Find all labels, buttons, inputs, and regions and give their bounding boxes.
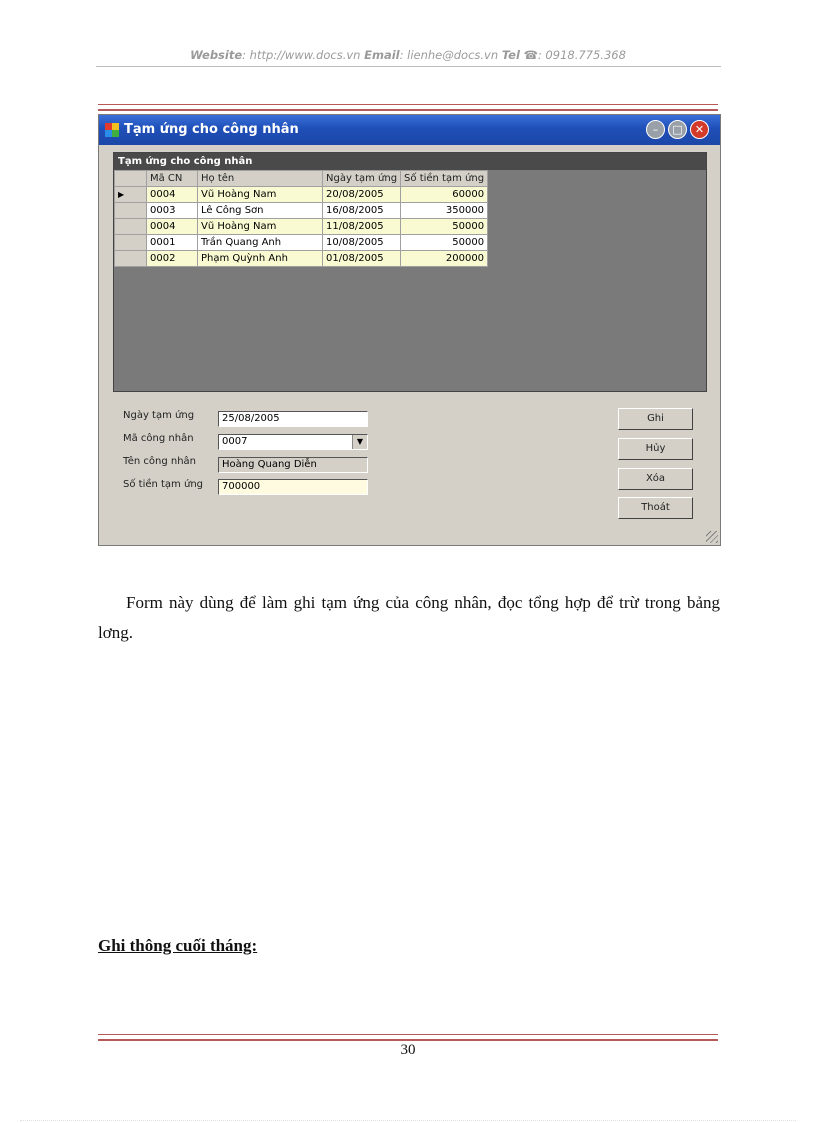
ma-label: Mã công nhân (123, 433, 194, 444)
cell-ho-ten[interactable]: Phạm Quỳnh Anh (198, 251, 323, 267)
paragraph-text: Form này dùng để làm ghi tạm ứng của công nhân, đọc tổng hợp để trừ trong bảng lơng. (98, 593, 720, 642)
ma-combobox[interactable] (218, 434, 368, 450)
thoat-button[interactable]: Thoát (618, 497, 693, 519)
current-row-icon: ▶ (115, 187, 147, 203)
window-titlebar[interactable] (99, 115, 720, 145)
xoa-button[interactable]: Xóa (618, 468, 693, 490)
chevron-down-icon[interactable]: ▼ (352, 435, 367, 449)
resize-grip-icon[interactable] (706, 531, 718, 543)
sotien-input[interactable]: 700000 (218, 479, 368, 495)
header-divider (96, 66, 721, 67)
body-paragraph (98, 588, 720, 648)
phone-icon: ☎ (519, 48, 538, 62)
section-heading: Ghi thông cuối tháng: (98, 936, 258, 955)
table-row[interactable] (115, 251, 488, 267)
ma-value: 0007 (222, 436, 248, 447)
row-selector (115, 251, 147, 267)
cell-ho-ten[interactable]: Lê Công Sơn (198, 203, 323, 219)
grid-caption: Tạm ứng cho công nhân (114, 153, 706, 170)
table-row[interactable] (115, 219, 488, 235)
maximize-icon[interactable]: □ (668, 120, 687, 139)
col-ma-cn[interactable]: Mã CN (147, 171, 198, 187)
email-value: : lienhe@docs.vn (399, 48, 499, 62)
minimize-icon[interactable]: – (646, 120, 665, 139)
ghi-button[interactable]: Ghi (618, 408, 693, 430)
row-selector (115, 203, 147, 219)
cell-ma[interactable]: 0001 (147, 235, 198, 251)
ten-label: Tên công nhân (123, 456, 196, 467)
row-selector-header (115, 171, 147, 187)
cell-ho-ten[interactable]: Trần Quang Anh (198, 235, 323, 251)
cell-ngay[interactable]: 10/08/2005 (323, 235, 401, 251)
website-label: Website (190, 48, 243, 62)
cell-ho-ten[interactable]: Vũ Hoàng Nam (198, 219, 323, 235)
cell-ngay[interactable]: 16/08/2005 (323, 203, 401, 219)
window-title: Tạm ứng cho công nhân (124, 122, 299, 137)
col-so-tien[interactable]: Số tiền tạm ứng (401, 171, 488, 187)
cell-ma[interactable]: 0004 (147, 187, 198, 203)
advance-payment-window (98, 114, 721, 546)
grid-table (114, 170, 488, 267)
cell-so-tien[interactable]: 50000 (401, 235, 488, 251)
row-selector (115, 219, 147, 235)
cell-so-tien[interactable]: 50000 (401, 219, 488, 235)
cell-so-tien[interactable]: 60000 (401, 187, 488, 203)
app-icon (105, 123, 119, 137)
sotien-label: Số tiền tạm ứng (123, 479, 204, 490)
cell-ma[interactable]: 0003 (147, 203, 198, 219)
page-number: 30 (400, 1042, 416, 1058)
data-grid[interactable] (113, 152, 707, 392)
page-bottom-divider (20, 1120, 796, 1121)
ngay-label: Ngày tạm ứng (123, 410, 195, 421)
cell-ngay[interactable]: 20/08/2005 (323, 187, 401, 203)
website-value: : http://www.docs.vn (242, 48, 361, 62)
huy-button[interactable]: Hủy (618, 438, 693, 460)
cell-so-tien[interactable]: 200000 (401, 251, 488, 267)
email-label: Email (364, 48, 400, 62)
tel-label: Tel (501, 48, 520, 62)
grid-header-row (115, 171, 488, 187)
tel-value: : 0918.775.368 (537, 48, 626, 62)
cell-ngay[interactable]: 11/08/2005 (323, 219, 401, 235)
cell-so-tien[interactable]: 350000 (401, 203, 488, 219)
close-icon[interactable]: ✕ (690, 120, 709, 139)
cell-ngay[interactable]: 01/08/2005 (323, 251, 401, 267)
top-red-rule (98, 104, 718, 111)
col-ngay[interactable]: Ngày tạm ứng (323, 171, 401, 187)
table-row[interactable] (115, 203, 488, 219)
table-row[interactable] (115, 235, 488, 251)
page-header (0, 48, 816, 62)
cell-ma[interactable]: 0002 (147, 251, 198, 267)
ngay-input[interactable]: 25/08/2005 (218, 411, 368, 427)
bottom-red-rule (98, 1034, 718, 1041)
table-row[interactable] (115, 187, 488, 203)
cell-ma[interactable]: 0004 (147, 219, 198, 235)
row-selector (115, 235, 147, 251)
ten-field: Hoàng Quang Diễn (218, 457, 368, 473)
cell-ho-ten[interactable]: Vũ Hoàng Nam (198, 187, 323, 203)
col-ho-ten[interactable]: Họ tên (198, 171, 323, 187)
